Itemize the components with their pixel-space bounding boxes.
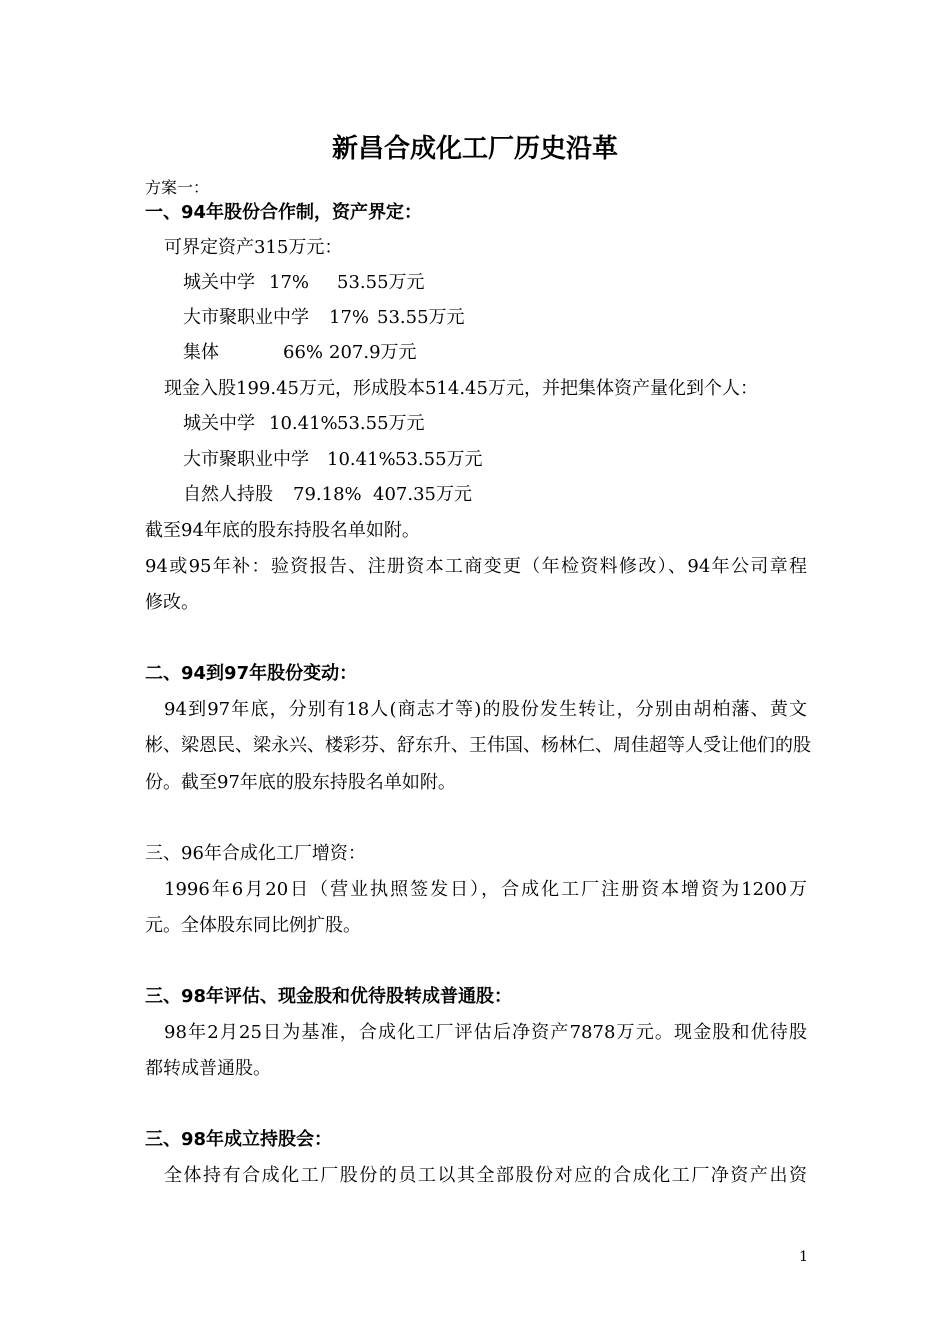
- asset-amount: 53.55万元: [337, 272, 425, 293]
- section4-line2: 都转成普通股。: [145, 1058, 271, 1079]
- section5-heading: 三、98年成立持股会：: [145, 1129, 333, 1150]
- asset-pct: 17%: [329, 307, 370, 328]
- share-pct: 79.18%: [293, 484, 362, 505]
- section2-line1: 94到97年底，分别有18人(商志才等)的股份发生转让，分别由胡柏藩、黄文: [164, 699, 807, 720]
- share-pct: 10.41%: [327, 449, 396, 470]
- section3-heading: 三、96年合成化工厂增资：: [145, 843, 366, 864]
- share-name: 城关中学: [183, 413, 255, 434]
- section2-line3: 份。截至97年底的股东持股名单如附。: [145, 772, 456, 793]
- share-row: [183, 483, 472, 507]
- section3-line2: 元。全体股东同比例扩股。: [145, 915, 361, 936]
- asset-name: 大市聚职业中学: [183, 307, 309, 328]
- section2-line2: 彬、梁恩民、梁永兴、楼彩芬、舒东升、王伟国、杨林仁、周佳超等人受让他们的股: [145, 735, 811, 756]
- asset-pct: 66%: [283, 342, 324, 363]
- section1-supplement-line2: 修改。: [145, 592, 199, 613]
- plan-label: 方案一：: [145, 178, 210, 197]
- section2-heading: 二、94到97年股份变动：: [145, 663, 358, 684]
- asset-pct: 17%: [269, 272, 310, 293]
- section1-assets-line: 可界定资产315万元：: [164, 237, 343, 258]
- section5-line1: 全体持有合成化工厂股份的员工以其全部股份对应的合成化工厂净资产出资: [164, 1165, 807, 1186]
- asset-amount: 207.9万元: [329, 342, 417, 363]
- asset-name: 城关中学: [183, 272, 255, 293]
- share-amount: 53.55万元: [395, 449, 483, 470]
- section1-heading: 一、94年股份合作制，资产界定：: [145, 202, 423, 223]
- page-title: 新昌合成化工厂历史沿革: [331, 134, 618, 164]
- asset-name: 集体: [183, 342, 219, 363]
- section4-heading: 三、98年评估、现金股和优待股转成普通股：: [145, 986, 513, 1007]
- asset-row: [183, 341, 417, 365]
- section3-line1: 1996年6月20日（营业执照签发日），合成化工厂注册资本增资为1200万: [164, 879, 807, 900]
- share-row: [183, 412, 425, 436]
- share-amount: 407.35万元: [373, 484, 472, 505]
- asset-row: [183, 306, 465, 330]
- section4-line1: 98年2月25日为基准，合成化工厂评估后净资产7878万元。现金股和优待股: [164, 1022, 807, 1043]
- page-number: 1: [799, 1249, 808, 1265]
- asset-row: [183, 271, 425, 295]
- share-name: 大市聚职业中学: [183, 449, 309, 470]
- section1-supplement-line1: 94或95年补：验资报告、注册资本工商变更（年检资料修改）、94年公司章程: [145, 556, 807, 577]
- share-row: [183, 448, 483, 472]
- asset-amount: 53.55万元: [377, 307, 465, 328]
- section1-cash-line: 现金入股199.45万元，形成股本514.45万元，并把集体资产量化到个人：: [164, 378, 758, 399]
- section1-list-note: 截至94年底的股东持股名单如附。: [145, 520, 420, 541]
- share-pct: 10.41%: [269, 413, 338, 434]
- share-name: 自然人持股: [183, 484, 273, 505]
- share-amount: 53.55万元: [337, 413, 425, 434]
